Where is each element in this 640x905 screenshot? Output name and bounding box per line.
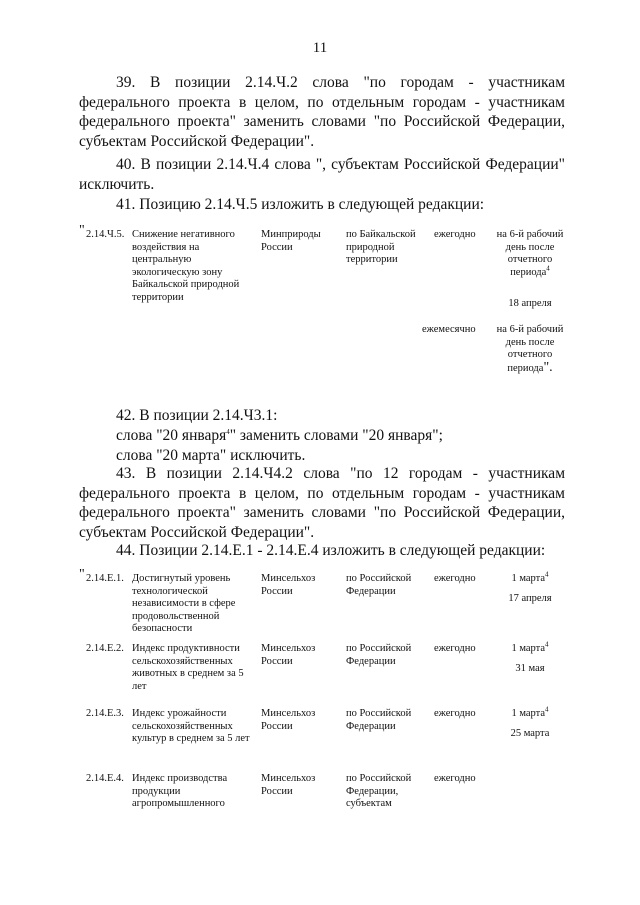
table-cell-name: Индекс продуктивности сельскохозяйственных животных в среднем за 5 лет <box>132 643 244 692</box>
table-cell-deadline <box>495 324 565 375</box>
table-cell-deadline-2: 17 апреля <box>508 593 552 604</box>
table-cell-code: 2.14.Е.1. <box>86 573 124 584</box>
table-cell-deadline-2: 25 марта <box>510 728 550 739</box>
table-cell-scope: по Байкальской природной территории <box>346 229 416 265</box>
table-cell-code: 2.14.Е.3. <box>86 708 124 719</box>
table-cell-name: Индекс производства продукции агропромышленного <box>132 773 228 809</box>
table-cell-frequency: ежегодно <box>434 573 476 584</box>
page-number: 11 <box>312 40 328 56</box>
table-cell-scope: по Российской Федерации <box>346 643 412 667</box>
table-cell-deadline-2: 31 мая <box>515 663 545 674</box>
deadline-text: на 6-й рабочий день после отчетного периода <box>496 324 564 374</box>
table-cell-code: 2.14.Е.4. <box>86 773 124 784</box>
deadline-text: 1 марта <box>511 643 546 654</box>
item-a-prefix: слова "20 января <box>116 427 227 444</box>
table-cell-scope: по Российской Федерации, субъектам <box>346 773 412 809</box>
table-cell-frequency: ежегодно <box>434 708 476 719</box>
footnote-mark: 4 <box>226 427 230 436</box>
table-cell-frequency: ежегодно <box>434 229 476 240</box>
table-cell-name: Снижение негативного воздействия на центральную экологическую зону Байкальской природной территории <box>132 229 240 303</box>
table-cell-deadline <box>495 705 565 721</box>
table-cell-frequency: ежемесячно <box>422 324 476 335</box>
footnote-mark: 4 <box>545 570 549 579</box>
paragraph-42-item-a <box>116 426 443 446</box>
table-cell-ministry: Минсельхоз России <box>261 708 316 732</box>
table-cell-frequency: ежегодно <box>434 773 476 784</box>
table-cell-ministry: Минсельхоз России <box>261 643 316 667</box>
paragraph-44: 44. Позиции 2.14.Е.1 - 2.14.Е.4 изложить в следующей редакции: <box>116 542 546 559</box>
table-cell-ministry: Минсельхоз России <box>261 773 316 797</box>
table-cell-ministry: Минсельхоз России <box>261 573 316 597</box>
table-cell-code: 2.14.Е.2. <box>86 643 124 654</box>
footnote-mark: 4 <box>546 264 550 272</box>
table-cell-code: 2.14.Ч.5. <box>86 229 125 240</box>
table-cell-scope: по Российской Федерации <box>346 708 412 732</box>
paragraph-43: 43. В позиции 2.14.Ч4.2 слова "по 12 городам - участникам федерального проекта в целом, по отдельным городам - участникам федерального проекта" заменить словами "по Российской Федерации, субъектам Российской Федерации". <box>79 465 565 541</box>
table-cell-name: Индекс урожайности сельскохозяйственных культур в среднем за 5 лет <box>132 708 250 744</box>
footnote-mark: 4 <box>545 640 549 649</box>
close-quote: ". <box>543 359 553 375</box>
footnote-mark: 4 <box>545 705 549 714</box>
deadline-text: 1 марта <box>511 573 546 584</box>
table-cell-ministry: Минприроды России <box>261 229 321 253</box>
table-cell-scope: по Российской Федерации <box>346 573 412 597</box>
table-cell-deadline-2: 18 апреля <box>508 298 552 309</box>
paragraph-40: 40. В позиции 2.14.Ч.4 слова ", субъектам Российской Федерации" исключить. <box>79 156 565 193</box>
paragraph-41: 41. Позицию 2.14.Ч.5 изложить в следующей редакции: <box>116 196 485 213</box>
deadline-text: на 6-й рабочий день после отчетного периода <box>496 229 564 278</box>
paragraph-42: 42. В позиции 2.14.Ч3.1: <box>116 407 278 424</box>
table-cell-deadline <box>495 229 565 279</box>
paragraph-39: 39. В позиции 2.14.Ч.2 слова "по городам - участникам федерального проекта в целом, по отдельным городам - участникам федерального проекта" заменить словами "по Российской Федерации, субъектам Российской Федерации". <box>79 74 565 150</box>
table-cell-deadline <box>495 640 565 656</box>
open-quote: " <box>79 223 85 238</box>
open-quote: " <box>79 567 85 582</box>
table-cell-frequency: ежегодно <box>434 643 476 654</box>
paragraph-42-item-b: слова "20 марта" исключить. <box>116 447 306 464</box>
item-a-suffix: " заменить словами "20 января"; <box>229 427 443 444</box>
table-cell-deadline <box>495 570 565 586</box>
deadline-text: 1 марта <box>511 708 546 719</box>
table-cell-name: Достигнутый уровень технологической независимости в сфере продовольственной безопасности <box>132 573 236 634</box>
